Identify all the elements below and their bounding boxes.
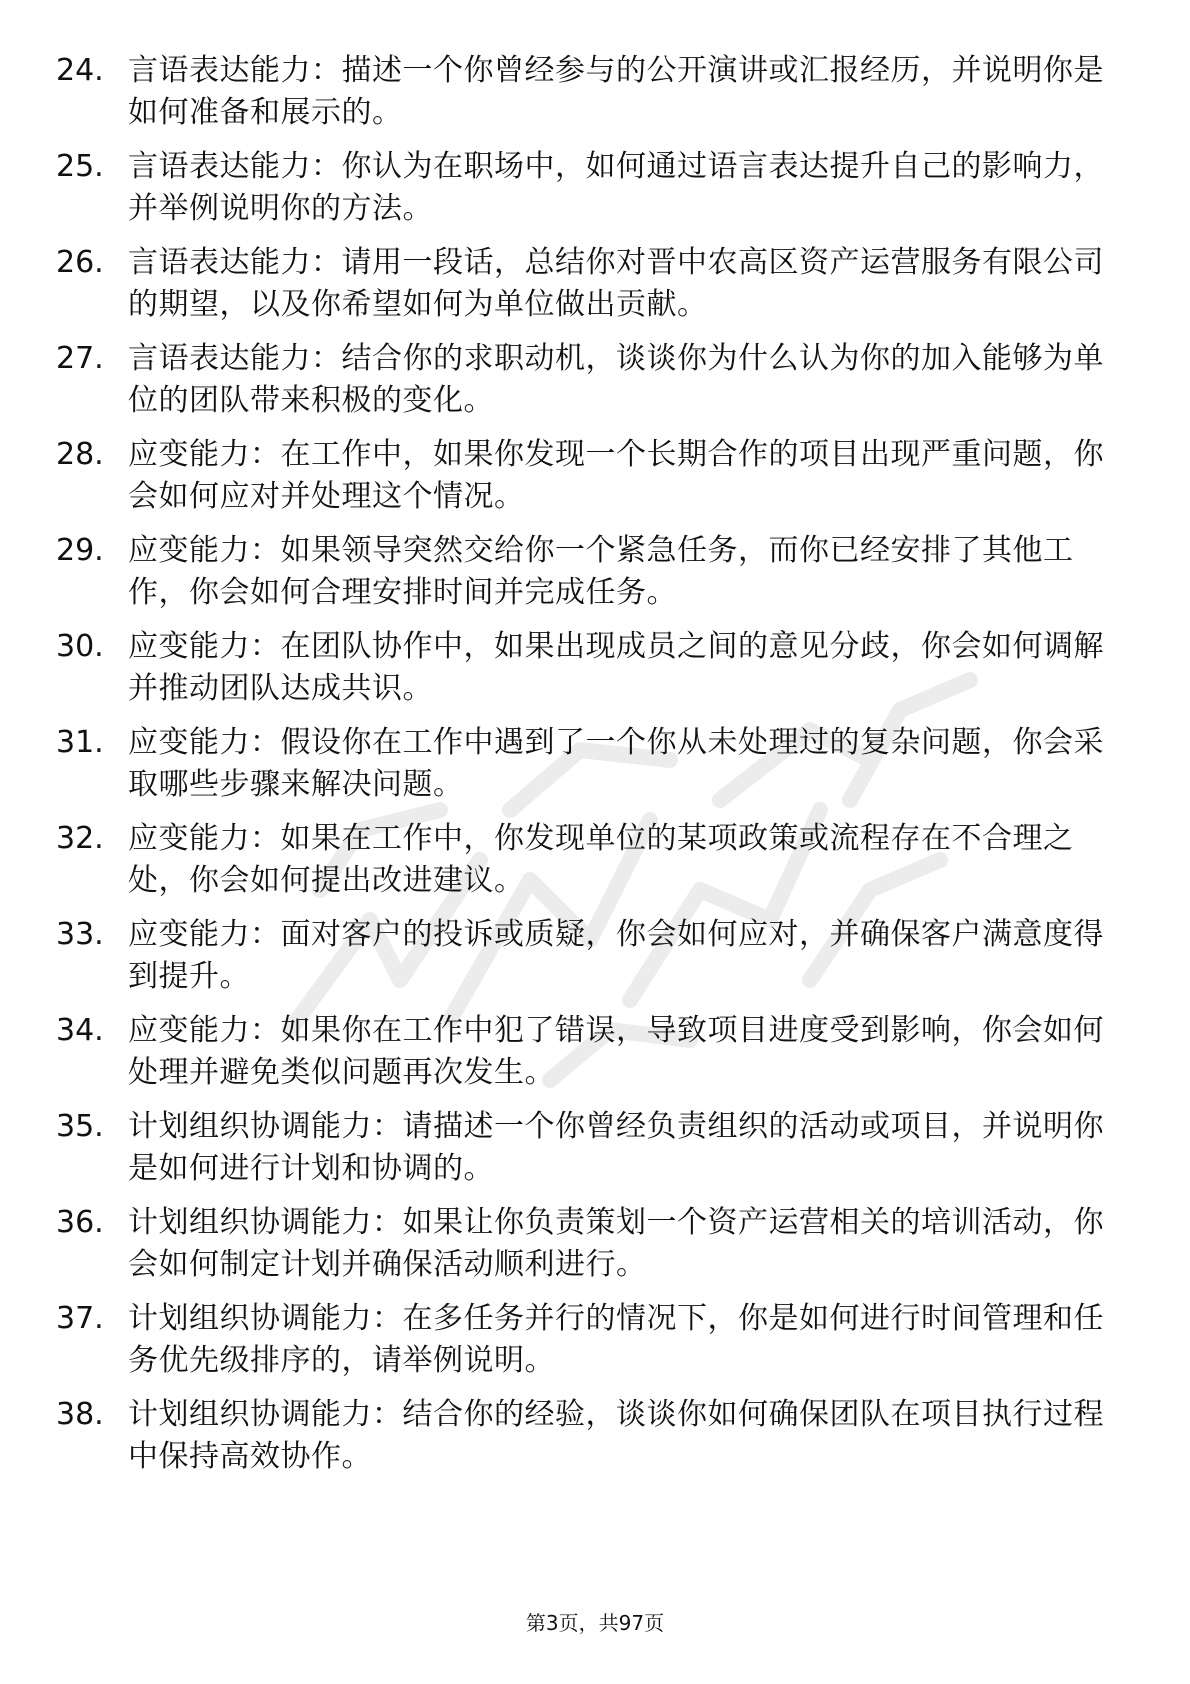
list-item (56, 530, 1106, 626)
question-text: 言语表达能力：你认为在职场中，如何通过语言表达提升自己的影响力，并举例说明你的方法。 (128, 149, 1104, 226)
list-item (56, 50, 1106, 146)
question-text: 计划组织协调能力：在多任务并行的情况下，你是如何进行时间管理和任务优先级排序的，请举例说明。 (128, 1301, 1104, 1378)
question-number: 27. (56, 341, 104, 376)
list-item (56, 914, 1106, 1010)
question-text: 言语表达能力：结合你的求职动机，谈谈你为什么认为你的加入能够为单位的团队带来积极的变化。 (128, 341, 1104, 418)
list-item (56, 1010, 1106, 1106)
question-text: 言语表达能力：请用一段话，总结你对晋中农高区资产运营服务有限公司的期望，以及你希望如何为单位做出贡献。 (128, 245, 1104, 322)
question-number: 35. (56, 1109, 104, 1144)
list-item (56, 338, 1106, 434)
list-item (56, 818, 1106, 914)
list-item (56, 146, 1106, 242)
list-item (56, 242, 1106, 338)
question-number: 34. (56, 1013, 104, 1048)
page-indicator: 第3页，共97页 (525, 1611, 665, 1635)
question-number: 33. (56, 917, 104, 952)
question-number: 36. (56, 1205, 104, 1240)
list-item (56, 722, 1106, 818)
list-item (56, 1394, 1106, 1490)
question-text: 应变能力：在工作中，如果你发现一个长期合作的项目出现严重问题，你会如何应对并处理这个情况。 (128, 437, 1104, 514)
question-number: 31. (56, 725, 104, 760)
question-number: 37. (56, 1301, 104, 1336)
question-text: 计划组织协调能力：如果让你负责策划一个资产运营相关的培训活动，你会如何制定计划并确保活动顺利进行。 (128, 1205, 1104, 1282)
question-text: 应变能力：如果领导突然交给你一个紧急任务，而你已经安排了其他工作，你会如何合理安排时间并完成任务。 (128, 533, 1074, 610)
question-text: 计划组织协调能力：请描述一个你曾经负责组织的活动或项目，并说明你是如何进行计划和协调的。 (128, 1109, 1104, 1186)
question-text: 应变能力：在团队协作中，如果出现成员之间的意见分歧，你会如何调解并推动团队达成共识。 (128, 629, 1104, 706)
question-number: 25. (56, 149, 104, 184)
list-item (56, 1298, 1106, 1394)
question-text: 应变能力：面对客户的投诉或质疑，你会如何应对，并确保客户满意度得到提升。 (128, 917, 1104, 994)
question-number: 28. (56, 437, 104, 472)
question-number: 30. (56, 629, 104, 664)
question-text: 言语表达能力：描述一个你曾经参与的公开演讲或汇报经历，并说明你是如何准备和展示的。 (128, 53, 1104, 130)
list-item (56, 1106, 1106, 1202)
list-item (56, 434, 1106, 530)
question-number: 26. (56, 245, 104, 280)
question-text: 应变能力：假设你在工作中遇到了一个你从未处理过的复杂问题，你会采取哪些步骤来解决问题。 (128, 725, 1104, 802)
question-text: 计划组织协调能力：结合你的经验，谈谈你如何确保团队在项目执行过程中保持高效协作。 (128, 1397, 1104, 1474)
question-number: 29. (56, 533, 104, 568)
list-item (56, 1202, 1106, 1298)
list-item (56, 626, 1106, 722)
question-text: 应变能力：如果在工作中，你发现单位的某项政策或流程存在不合理之处，你会如何提出改进建议。 (128, 821, 1074, 898)
question-number: 32. (56, 821, 104, 856)
question-text: 应变能力：如果你在工作中犯了错误，导致项目进度受到影响，你会如何处理并避免类似问题再次发生。 (128, 1013, 1104, 1090)
question-number: 24. (56, 53, 104, 88)
question-number: 38. (56, 1397, 104, 1432)
question-list (56, 50, 1106, 1490)
